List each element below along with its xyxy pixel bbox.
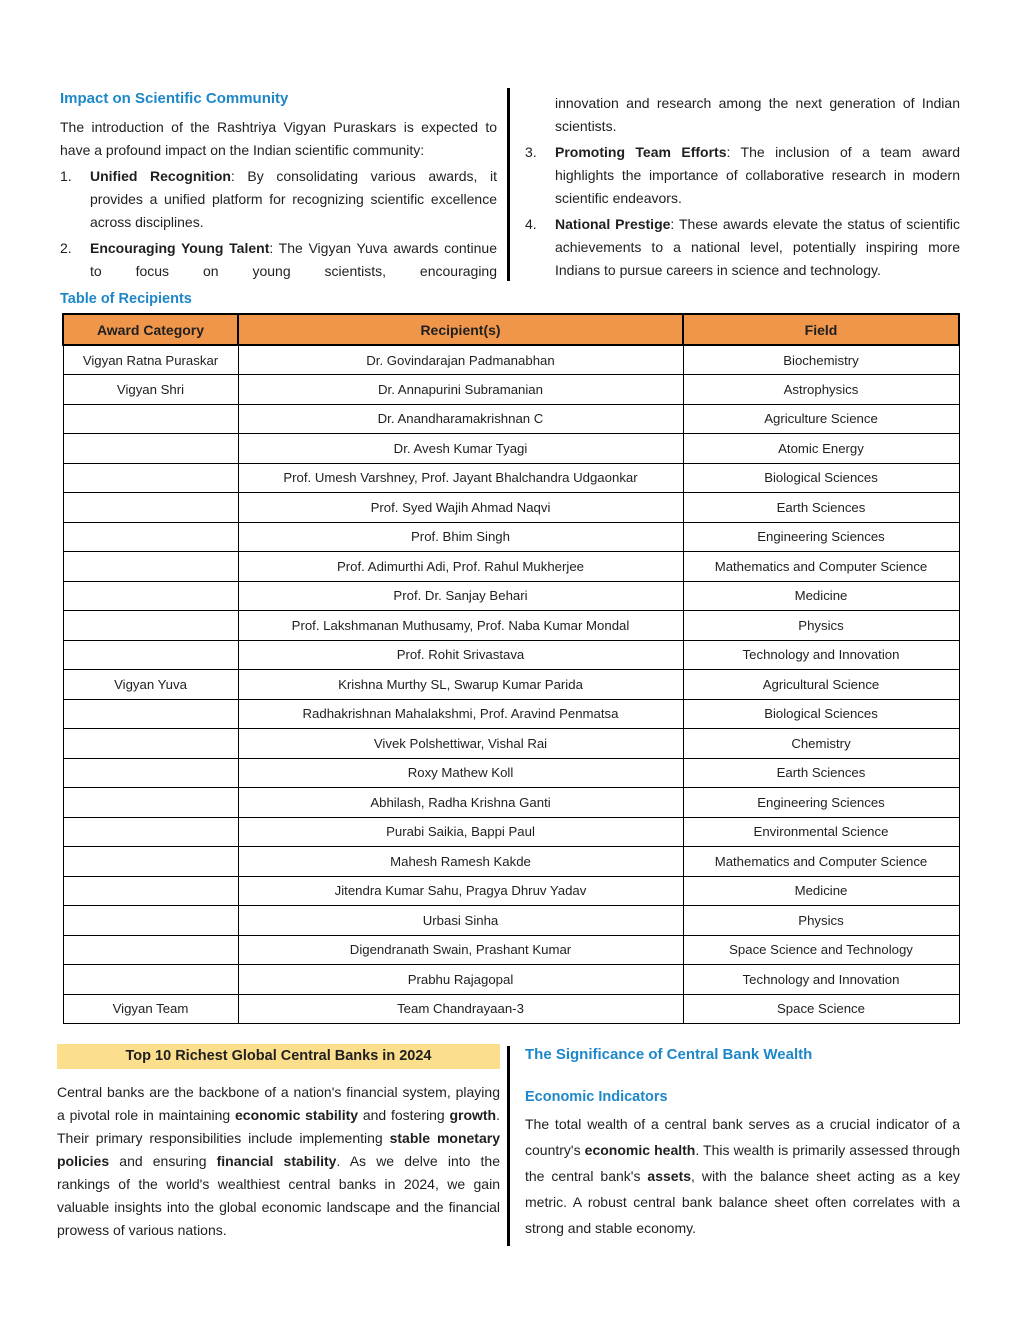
table-row [63, 463, 959, 493]
table-row [63, 611, 959, 641]
table-cell: Technology and Innovation [683, 640, 959, 670]
table-cell: Agriculture Science [683, 404, 959, 434]
table-cell: Vigyan Team [63, 994, 238, 1024]
table-row [63, 935, 959, 965]
table-cell: Engineering Sciences [683, 522, 959, 552]
list-item-number: 4. [525, 216, 537, 232]
table-cell [63, 552, 238, 582]
table-cell: Environmental Science [683, 817, 959, 847]
table-cell: Biochemistry [683, 345, 959, 375]
table-row [63, 434, 959, 464]
table-cell: Jitendra Kumar Sahu, Pragya Dhruv Yadav [238, 876, 683, 906]
table-cell [63, 817, 238, 847]
column-divider-bottom [507, 1046, 510, 1246]
table-header-row [63, 314, 959, 345]
list-item-unified-recognition [60, 165, 497, 234]
table-row [63, 493, 959, 523]
table-cell: Urbasi Sinha [238, 906, 683, 936]
significance-heading: The Significance of Central Bank Wealth [525, 1046, 813, 1063]
table-cell [63, 758, 238, 788]
table-row [63, 788, 959, 818]
column-divider-top [507, 88, 510, 281]
table-cell [63, 493, 238, 523]
table-cell: Chemistry [683, 729, 959, 759]
table-cell [63, 404, 238, 434]
table-cell: Medicine [683, 581, 959, 611]
list-item-text: National Prestige: These awards elevate the status of scientific achievements to a national level, potentially inspiring more Indians to pursue careers in science and technology. [555, 216, 960, 278]
table-cell: Space Science [683, 994, 959, 1024]
table-cell: Vivek Polshettiwar, Vishal Rai [238, 729, 683, 759]
column-header-recipients: Recipient(s) [238, 314, 683, 345]
table-of-recipients-heading: Table of Recipients [60, 291, 192, 307]
table-row [63, 345, 959, 375]
table-cell: Physics [683, 611, 959, 641]
table-cell: Prabhu Rajagopal [238, 965, 683, 995]
table-cell: Vigyan Shri [63, 375, 238, 405]
impact-list-right [525, 141, 960, 282]
table-body [63, 345, 959, 1024]
list-item-text: Promoting Team Efforts: The inclusion of a team award highlights the importance of collaborative research in modern scientific endeavors. [555, 144, 961, 206]
table-row [63, 906, 959, 936]
table-cell: Atomic Energy [683, 434, 959, 464]
table-cell [63, 699, 238, 729]
table-row [63, 552, 959, 582]
table-row [63, 758, 959, 788]
table-cell [63, 876, 238, 906]
table-cell: Radhakrishnan Mahalakshmi, Prof. Aravind Penmatsa [238, 699, 683, 729]
list-item-promoting-team-efforts [525, 141, 960, 210]
table-row [63, 994, 959, 1024]
economic-indicators-subheading: Economic Indicators [525, 1089, 668, 1105]
list-item-encouraging-young-talent [60, 237, 497, 283]
table-cell [63, 847, 238, 877]
table-row [63, 375, 959, 405]
table-cell: Earth Sciences [683, 493, 959, 523]
central-bank-wealth-right-column [525, 1046, 960, 1241]
table-cell [63, 935, 238, 965]
table-cell: Dr. Govindarajan Padmanabhan [238, 345, 683, 375]
table-cell: Technology and Innovation [683, 965, 959, 995]
table-cell [63, 463, 238, 493]
table-row [63, 522, 959, 552]
table-row [63, 729, 959, 759]
table-cell: Physics [683, 906, 959, 936]
table-cell: Dr. Avesh Kumar Tyagi [238, 434, 683, 464]
table-cell: Abhilash, Radha Krishna Ganti [238, 788, 683, 818]
impact-continuation-paragraph: innovation and research among the next generation of Indian scientists. [555, 95, 960, 134]
table-cell [63, 640, 238, 670]
table-cell: Mathematics and Computer Science [683, 552, 959, 582]
impact-section-right-column [525, 92, 960, 282]
table-row [63, 965, 959, 995]
table-row [63, 876, 959, 906]
table-cell: Space Science and Technology [683, 935, 959, 965]
table-cell: Mahesh Ramesh Kakde [238, 847, 683, 877]
table-row [63, 847, 959, 877]
list-item-text: Unified Recognition: By consolidating various awards, it provides a unified platform for recognizing scientific excellence across disciplines. [90, 168, 497, 230]
recipients-table [62, 313, 960, 1024]
table-cell [63, 788, 238, 818]
table-row [63, 670, 959, 700]
impact-intro-paragraph: The introduction of the Rashtriya Vigyan Puraskars is expected to have a profound impact on the Indian scientific community: [60, 119, 497, 158]
table-cell: Biological Sciences [683, 463, 959, 493]
column-header-award-category: Award Category [63, 314, 238, 345]
impact-section-left-column [60, 90, 497, 283]
table-cell: Prof. Syed Wajih Ahmad Naqvi [238, 493, 683, 523]
table-row [63, 404, 959, 434]
table-cell [63, 906, 238, 936]
table-cell: Dr. Anandharamakrishnan C [238, 404, 683, 434]
central-banks-highlight-title: Top 10 Richest Global Central Banks in 2024 [57, 1044, 500, 1069]
table-cell: Vigyan Ratna Puraskar [63, 345, 238, 375]
table-cell: Earth Sciences [683, 758, 959, 788]
table-row [63, 699, 959, 729]
list-item-number: 1. [60, 168, 72, 184]
impact-section-heading: Impact on Scientific Community [60, 90, 289, 107]
table-cell: Prof. Adimurthi Adi, Prof. Rahul Mukherjee [238, 552, 683, 582]
table-cell [63, 729, 238, 759]
table-cell [63, 581, 238, 611]
table-cell: Dr. Annapurini Subramanian [238, 375, 683, 405]
table-cell: Agricultural Science [683, 670, 959, 700]
table-cell [63, 611, 238, 641]
table-header [63, 314, 959, 345]
table-cell: Team Chandrayaan-3 [238, 994, 683, 1024]
table-cell: Prof. Bhim Singh [238, 522, 683, 552]
table-row [63, 640, 959, 670]
impact-list-left [60, 165, 497, 283]
table-cell: Digendranath Swain, Prashant Kumar [238, 935, 683, 965]
table-row [63, 817, 959, 847]
list-item-text: Encouraging Young Talent: The Vigyan Yuva awards continue to focus on young scientists, encouraging [90, 240, 497, 279]
column-header-field: Field [683, 314, 959, 345]
table-cell: Vigyan Yuva [63, 670, 238, 700]
list-item-number: 2. [60, 240, 72, 256]
list-item-number: 3. [525, 144, 537, 160]
table-cell: Biological Sciences [683, 699, 959, 729]
table-cell: Mathematics and Computer Science [683, 847, 959, 877]
table-cell: Prof. Rohit Srivastava [238, 640, 683, 670]
table-cell: Engineering Sciences [683, 788, 959, 818]
table-cell: Purabi Saikia, Bappi Paul [238, 817, 683, 847]
list-item-national-prestige [525, 213, 960, 282]
table-cell [63, 434, 238, 464]
table-row [63, 581, 959, 611]
table-cell: Prof. Umesh Varshney, Prof. Jayant Bhalchandra Udgaonkar [238, 463, 683, 493]
table-cell: Prof. Dr. Sanjay Behari [238, 581, 683, 611]
table-cell: Astrophysics [683, 375, 959, 405]
table-cell: Prof. Lakshmanan Muthusamy, Prof. Naba Kumar Mondal [238, 611, 683, 641]
table-cell [63, 965, 238, 995]
central-banks-left-column [57, 1044, 500, 1242]
table-cell: Medicine [683, 876, 959, 906]
central-banks-paragraph: Central banks are the backbone of a nation's financial system, playing a pivotal role in maintaining economic stability and fostering growth. Their primary responsibilities include implementing stable monetary policies and ensuring financial stability. As we delve into the rankings of the world's wealthiest central banks in 2024, we gain valuable insights into the global economic landscape and the financial prowess of various nations. [57, 1084, 501, 1238]
table-cell [63, 522, 238, 552]
economic-indicators-paragraph: The total wealth of a central bank serves as a crucial indicator of a country's economic health. This wealth is primarily assessed through the central bank's assets, with the balance sheet acting as a key metric. A robust central bank balance sheet often correlates with a strong and stable economy. [525, 1116, 961, 1236]
table-cell: Roxy Mathew Koll [238, 758, 683, 788]
table-cell: Krishna Murthy SL, Swarup Kumar Parida [238, 670, 683, 700]
